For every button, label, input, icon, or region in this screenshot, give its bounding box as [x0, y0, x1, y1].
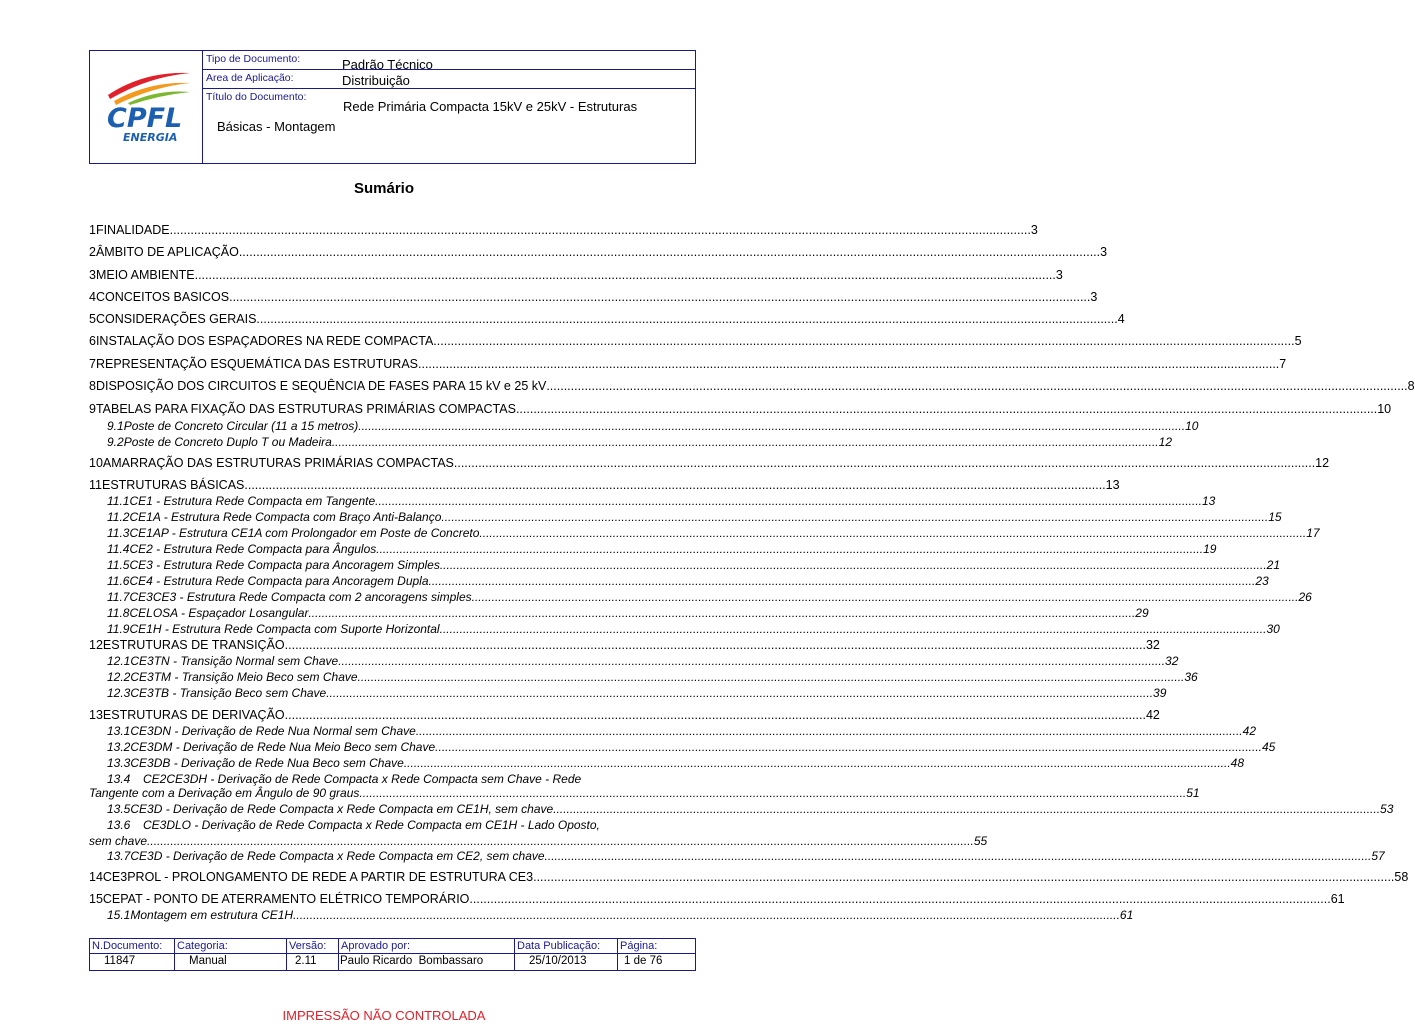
versao-value: 2.11 [295, 955, 317, 967]
toc-entry-page: 13 [1105, 478, 1120, 492]
data-value: 25/10/2013 [529, 955, 587, 967]
toc-entry-page: 19 [1203, 542, 1217, 556]
tipo-label: Tipo de Documento: [206, 53, 301, 65]
toc-entry[interactable] [89, 670, 1198, 685]
toc-entry[interactable] [89, 756, 1245, 771]
toc-entry-page: 10 [1185, 419, 1199, 433]
toc-leader-dots [293, 908, 1120, 922]
toc-entry-number: 7 [89, 357, 96, 371]
toc-leader-dots [416, 724, 1243, 738]
toc-entry[interactable] [89, 686, 1167, 701]
toc-entry[interactable] [89, 606, 1149, 621]
toc-entry[interactable] [89, 402, 1392, 419]
toc-entry-title: ESTRUTURAS DE TRANSIÇÃO [102, 638, 285, 652]
document-header [89, 50, 696, 164]
toc-leader-dots [358, 670, 1185, 684]
toc-entry-title: CE3DB - Derivação de Rede Nua Beco sem Chave [130, 756, 404, 770]
document-footer [89, 938, 696, 971]
toc-entry-title: CE3 - Estrutura Rede Compacta para Ancoragem Simples [129, 558, 440, 572]
toc-entry-title: CONCEITOS BASICOS [95, 290, 230, 304]
header-row-tipo [202, 51, 695, 70]
toc-entry-page: 8 [1407, 379, 1415, 393]
footer-cell-pagina [618, 939, 695, 970]
toc-leader-dots [546, 379, 1407, 393]
toc-entry[interactable] [89, 379, 1415, 396]
toc-entry-page: 15 [1268, 510, 1282, 524]
toc-entry-page: 58 [1394, 870, 1409, 884]
toc-entry-title: CELOSA - Espaçador Losangular [129, 606, 309, 620]
toc-entry-number: 13.7 [107, 849, 131, 863]
toc-entry-number: 11.2 [107, 510, 130, 524]
toc-entry-page: 32 [1145, 638, 1160, 652]
toc-entry-page: 42 [1145, 708, 1160, 722]
toc-leader-dots [469, 892, 1330, 906]
toc-entry[interactable] [89, 638, 1160, 655]
toc-entry-title: Poste de Concreto Circular (11 a 15 metros) [123, 419, 359, 433]
toc-entry-number: 12 [89, 638, 103, 652]
toc-entry[interactable] [89, 622, 1280, 637]
toc-entry-title: REPRESENTAÇÃO ESQUEMÁTICA DAS ESTRUTURAS [95, 357, 418, 371]
toc-entry[interactable] [89, 334, 1302, 351]
toc-leader-dots [545, 849, 1372, 863]
toc-entry-title: ÂMBITO DE APLICAÇÃO [95, 245, 239, 259]
toc-leader-dots [440, 622, 1267, 636]
toc-entry-page: 17 [1306, 526, 1320, 540]
toc-entry-page: 39 [1153, 686, 1167, 700]
toc-entry-title: CE3DN - Derivação de Rede Nua Normal sem Chave [130, 724, 416, 738]
toc-entry-page: 13 [1201, 494, 1216, 508]
toc-entry-page: 48 [1230, 756, 1245, 770]
toc-leader-dots [433, 334, 1294, 348]
toc-entry-title: CE3TM - Transição Meio Beco sem Chave [130, 670, 358, 684]
toc-entry-title: CE2 - Estrutura Rede Compacta para Ângulos [129, 542, 377, 556]
toc-entry-number: 13.1 [107, 724, 131, 738]
toc-leader-dots [326, 686, 1153, 700]
footer-cell-documento [90, 939, 175, 970]
toc-entry[interactable] [89, 708, 1160, 725]
toc-entry-page: 12 [1315, 456, 1330, 470]
toc-entry-number: 9.1 [107, 419, 124, 433]
toc-entry[interactable] [89, 590, 1312, 605]
toc-entry[interactable] [89, 435, 1172, 450]
toc-entry-title: FINALIDADE [95, 223, 170, 237]
toc-entry-title: MEIO AMBIENTE [95, 268, 195, 282]
toc-entry-page: 51 [1186, 786, 1200, 800]
toc-leader-dots [375, 494, 1202, 508]
toc-leader-dots [533, 870, 1394, 884]
toc-entry-title: CE2CE3DH - Derivação de Rede Compacta x Rede Compacta sem Chave - Rede [143, 772, 582, 786]
toc-entry-page: 61 [1119, 908, 1134, 922]
logo-wordmark: CPFL [107, 103, 183, 134]
toc-entry[interactable] [89, 558, 1281, 573]
toc-entry-title: CE3PROL - PROLONGAMENTO DE REDE A PARTIR DE ESTRUTURA CE3 [102, 870, 534, 884]
toc-leader-dots [308, 606, 1135, 620]
toc-entry[interactable] [89, 494, 1216, 509]
toc-entry-number: 6 [89, 334, 96, 348]
footer-cell-categoria [175, 939, 287, 970]
toc-leader-dots [454, 456, 1315, 470]
toc-entry-number: 11.6 [107, 574, 130, 588]
toc-leader-dots [359, 786, 1186, 800]
toc-entry[interactable] [89, 892, 1345, 909]
toc-leader-dots [147, 834, 974, 848]
toc-entry-number: 11.7 [107, 590, 130, 604]
categoria-value: Manual [189, 955, 227, 967]
toc-leader-dots [358, 419, 1185, 433]
toc-entry-title: ESTRUTURAS BÁSICAS [101, 478, 245, 492]
toc-leader-dots [239, 245, 1100, 259]
toc-entry-title: TABELAS PARA FIXAÇÃO DAS ESTRUTURAS PRIMÁRIAS COMPACTAS [95, 402, 516, 416]
toc-entry-title: CE1A - Estrutura Rede Compacta com Braço Anti-Balanço [129, 510, 442, 524]
toc-entry-continuation[interactable] [89, 834, 988, 849]
toc-entry-number: 11.9 [107, 622, 130, 636]
documento-value: 11847 [104, 955, 136, 967]
pagina-label: Página: [620, 940, 658, 952]
aprovado-label: Aprovado por: [341, 940, 411, 952]
toc-entry-page: 12 [1158, 435, 1172, 449]
toc-leader-dots [285, 708, 1146, 722]
toc-entry-number: 10 [89, 456, 103, 470]
toc-entry[interactable] [89, 574, 1269, 589]
toc-entry[interactable] [89, 802, 1394, 817]
toc-entry-number: 14 [89, 870, 103, 884]
toc-entry-number: 13.2 [107, 740, 131, 754]
toc-leader-dots [440, 558, 1267, 572]
toc-entry-title-continuation: Tangente com a Derivação em Ângulo de 90 graus [89, 786, 360, 800]
toc-entry-title: CE3TN - Transição Normal sem Chave [130, 654, 339, 668]
toc-entry[interactable] [89, 268, 1063, 285]
toc-entry-title: CE1H - Estrutura Rede Compacta com Suporte Horizontal [129, 622, 440, 636]
toc-entry-number: 12.1 [107, 654, 131, 668]
toc-entry[interactable] [89, 772, 695, 787]
toc-leader-dots [376, 542, 1203, 556]
toc-entry[interactable] [89, 654, 1179, 669]
toc-entry[interactable] [89, 870, 1409, 887]
aprovado-value: Paulo Ricardo Bombassaro [340, 955, 484, 967]
versao-label: Versão: [289, 940, 327, 952]
toc-entry-title: Poste de Concreto Duplo T ou Madeira [123, 435, 332, 449]
toc-leader-dots [441, 510, 1268, 524]
toc-leader-dots [404, 756, 1231, 770]
toc-entry-title: DISPOSIÇÃO DOS CIRCUITOS E SEQUÊNCIA DE FASES PARA 15 kV e 25 kV [95, 379, 547, 393]
toc-entry-title: CE3DM - Derivação de Rede Nua Meio Beco sem Chave [130, 740, 436, 754]
toc-entry-title: CE3D - Derivação de Rede Compacta x Rede Compacta em CE1H, sem chave [130, 802, 554, 816]
area-value: Distribuição [342, 73, 410, 88]
footer-cell-versao [287, 939, 339, 970]
toc-entry-number: 11.8 [107, 606, 130, 620]
toc-entry-number: 3 [89, 268, 96, 282]
toc-entry[interactable] [89, 456, 1330, 473]
cpfl-swoosh-logo [104, 65, 192, 105]
toc-entry-number: 13.5 [107, 802, 131, 816]
toc-entry-page: 30 [1266, 622, 1280, 636]
toc-entry-title-continuation: sem chave [89, 834, 148, 848]
toc-entry-page: 29 [1135, 606, 1149, 620]
toc-leader-dots [332, 435, 1159, 449]
header-row-area [202, 70, 695, 89]
titulo-label: Título do Documento: [206, 91, 307, 103]
titulo-value-line2: Básicas - Montagem [217, 119, 336, 134]
uncontrolled-print-notice: IMPRESSÃO NÃO CONTROLADA [282, 1008, 486, 1023]
footer-cell-aprovado [339, 939, 515, 970]
toc-entry-page: 23 [1255, 574, 1269, 588]
toc-entry-page: 5 [1294, 334, 1302, 348]
toc-entry-number: 2 [89, 245, 96, 259]
toc-entry-number: 4 [89, 290, 96, 304]
toc-entry-number: 12.3 [107, 686, 131, 700]
toc-entry-number: 11 [89, 478, 102, 492]
toc-leader-dots [229, 290, 1090, 304]
toc-entry-number: 11.5 [107, 558, 130, 572]
area-label: Area de Aplicação: [206, 72, 294, 84]
categoria-label: Categoria: [177, 940, 228, 952]
titulo-value-line1: Rede Primária Compacta 15kV e 25kV - Estruturas [343, 99, 638, 114]
toc-entry-title: CE4 - Estrutura Rede Compacta para Ancoragem Dupla [129, 574, 429, 588]
toc-entry-title: CE1 - Estrutura Rede Compacta em Tangente [129, 494, 376, 508]
toc-entry[interactable] [89, 223, 1038, 240]
toc-entry-page: 45 [1262, 740, 1276, 754]
data-label: Data Publicação: [517, 940, 601, 952]
toc-entry-number: 5 [89, 312, 96, 326]
toc-leader-dots [170, 223, 1031, 237]
toc-entry-title: INSTALAÇÃO DOS ESPAÇADORES NA REDE COMPACTA [95, 334, 434, 348]
toc-entry-page: 4 [1117, 312, 1125, 326]
toc-entry-page: 61 [1330, 892, 1345, 906]
toc-leader-dots [429, 574, 1256, 588]
toc-entry-page: 57 [1371, 849, 1385, 863]
toc-entry-title: CEPAT - PONTO DE ATERRAMENTO ELÉTRICO TEMPORÁRIO [102, 892, 470, 906]
toc-entry-page: 3 [1100, 245, 1108, 259]
toc-entry-page: 32 [1165, 654, 1179, 668]
toc-entry-continuation[interactable] [89, 786, 1200, 801]
toc-entry[interactable] [89, 818, 695, 833]
toc-entry-title: ESTRUTURAS DE DERIVAÇÃO [102, 708, 285, 722]
toc-entry-page: 26 [1298, 590, 1312, 604]
toc-leader-dots [195, 268, 1056, 282]
toc-leader-dots [338, 654, 1165, 668]
toc-entry-title: CE3D - Derivação de Rede Compacta x Rede Compacta em CE2, sem chave [130, 849, 545, 863]
toc-leader-dots [479, 526, 1306, 540]
toc-entry-number: 13.4 [107, 772, 131, 786]
toc-entry-number: 8 [89, 379, 96, 393]
footer-cell-data [515, 939, 618, 970]
toc-leader-dots [244, 478, 1105, 492]
toc-entry-page: 55 [973, 834, 988, 848]
toc-entry[interactable] [89, 419, 1199, 434]
logo-subtitle: ENERGIA [123, 131, 178, 144]
toc-leader-dots [472, 590, 1299, 604]
page-title: Sumário [353, 180, 414, 197]
toc-entry-title: CE3TB - Transição Beco sem Chave [130, 686, 327, 700]
toc-leader-dots [435, 740, 1262, 754]
toc-entry-page: 36 [1184, 670, 1198, 684]
toc-entry-page: 53 [1380, 802, 1394, 816]
toc-entry-title: CONSIDERAÇÕES GERAIS [95, 312, 257, 326]
toc-entry-page: 10 [1377, 402, 1392, 416]
toc-entry[interactable] [89, 542, 1217, 557]
toc-entry[interactable] [89, 908, 1134, 923]
toc-entry-number: 9 [89, 402, 96, 416]
toc-entry[interactable] [89, 312, 1125, 329]
toc-entry[interactable] [89, 724, 1256, 739]
toc-leader-dots [553, 802, 1380, 816]
toc-entry-number: 12.2 [107, 670, 131, 684]
toc-entry-number: 15.1 [107, 908, 131, 922]
toc-entry-page: 3 [1030, 223, 1038, 237]
toc-entry-title: CE1AP - Estrutura CE1A com Prolongador em Poste de Concreto [129, 526, 480, 540]
toc-entry-title: CE3CE3 - Estrutura Rede Compacta com 2 ancoragens simples [129, 590, 472, 604]
toc-entry[interactable] [89, 526, 1320, 541]
toc-entry-number: 13.6 [107, 818, 131, 832]
toc-leader-dots [285, 638, 1146, 652]
toc-entry-number: 11.1 [107, 494, 130, 508]
tipo-value: Padrão Técnico [342, 57, 433, 72]
logo-cell [90, 51, 203, 163]
toc-entry[interactable] [89, 478, 1120, 495]
toc-entry-title: Montagem em estrutura CE1H [130, 908, 294, 922]
toc-entry-number: 13 [89, 708, 103, 722]
toc-entry-page: 21 [1266, 558, 1281, 572]
toc-entry-title: AMARRAÇÃO DAS ESTRUTURAS PRIMÁRIAS COMPACTAS [102, 456, 454, 470]
pagina-value: 1 de 76 [624, 955, 663, 967]
toc-entry-number: 13.3 [107, 756, 131, 770]
toc-entry-page: 7 [1279, 357, 1287, 371]
toc-leader-dots [256, 312, 1117, 326]
toc-entry-number: 15 [89, 892, 103, 906]
toc-entry[interactable] [89, 849, 1385, 864]
toc-entry[interactable] [89, 357, 1287, 374]
toc-entry-number: 11.3 [107, 526, 130, 540]
toc-entry[interactable] [89, 245, 1108, 262]
toc-entry-number: 9.2 [107, 435, 124, 449]
toc-leader-dots [418, 357, 1279, 371]
toc-leader-dots [516, 402, 1377, 416]
toc-entry[interactable] [89, 740, 1276, 755]
toc-entry-number: 11.4 [107, 542, 130, 556]
documento-label: N.Documento: [92, 940, 163, 952]
toc-entry-number: 1 [89, 223, 96, 237]
toc-entry[interactable] [89, 510, 1282, 525]
toc-entry-page: 42 [1242, 724, 1256, 738]
toc-entry[interactable] [89, 290, 1098, 307]
toc-entry-page: 3 [1055, 268, 1063, 282]
toc-entry-title: CE3DLO - Derivação de Rede Compacta x Rede Compacta em CE1H - Lado Oposto, [143, 818, 600, 832]
toc-entry-page: 3 [1090, 290, 1098, 304]
